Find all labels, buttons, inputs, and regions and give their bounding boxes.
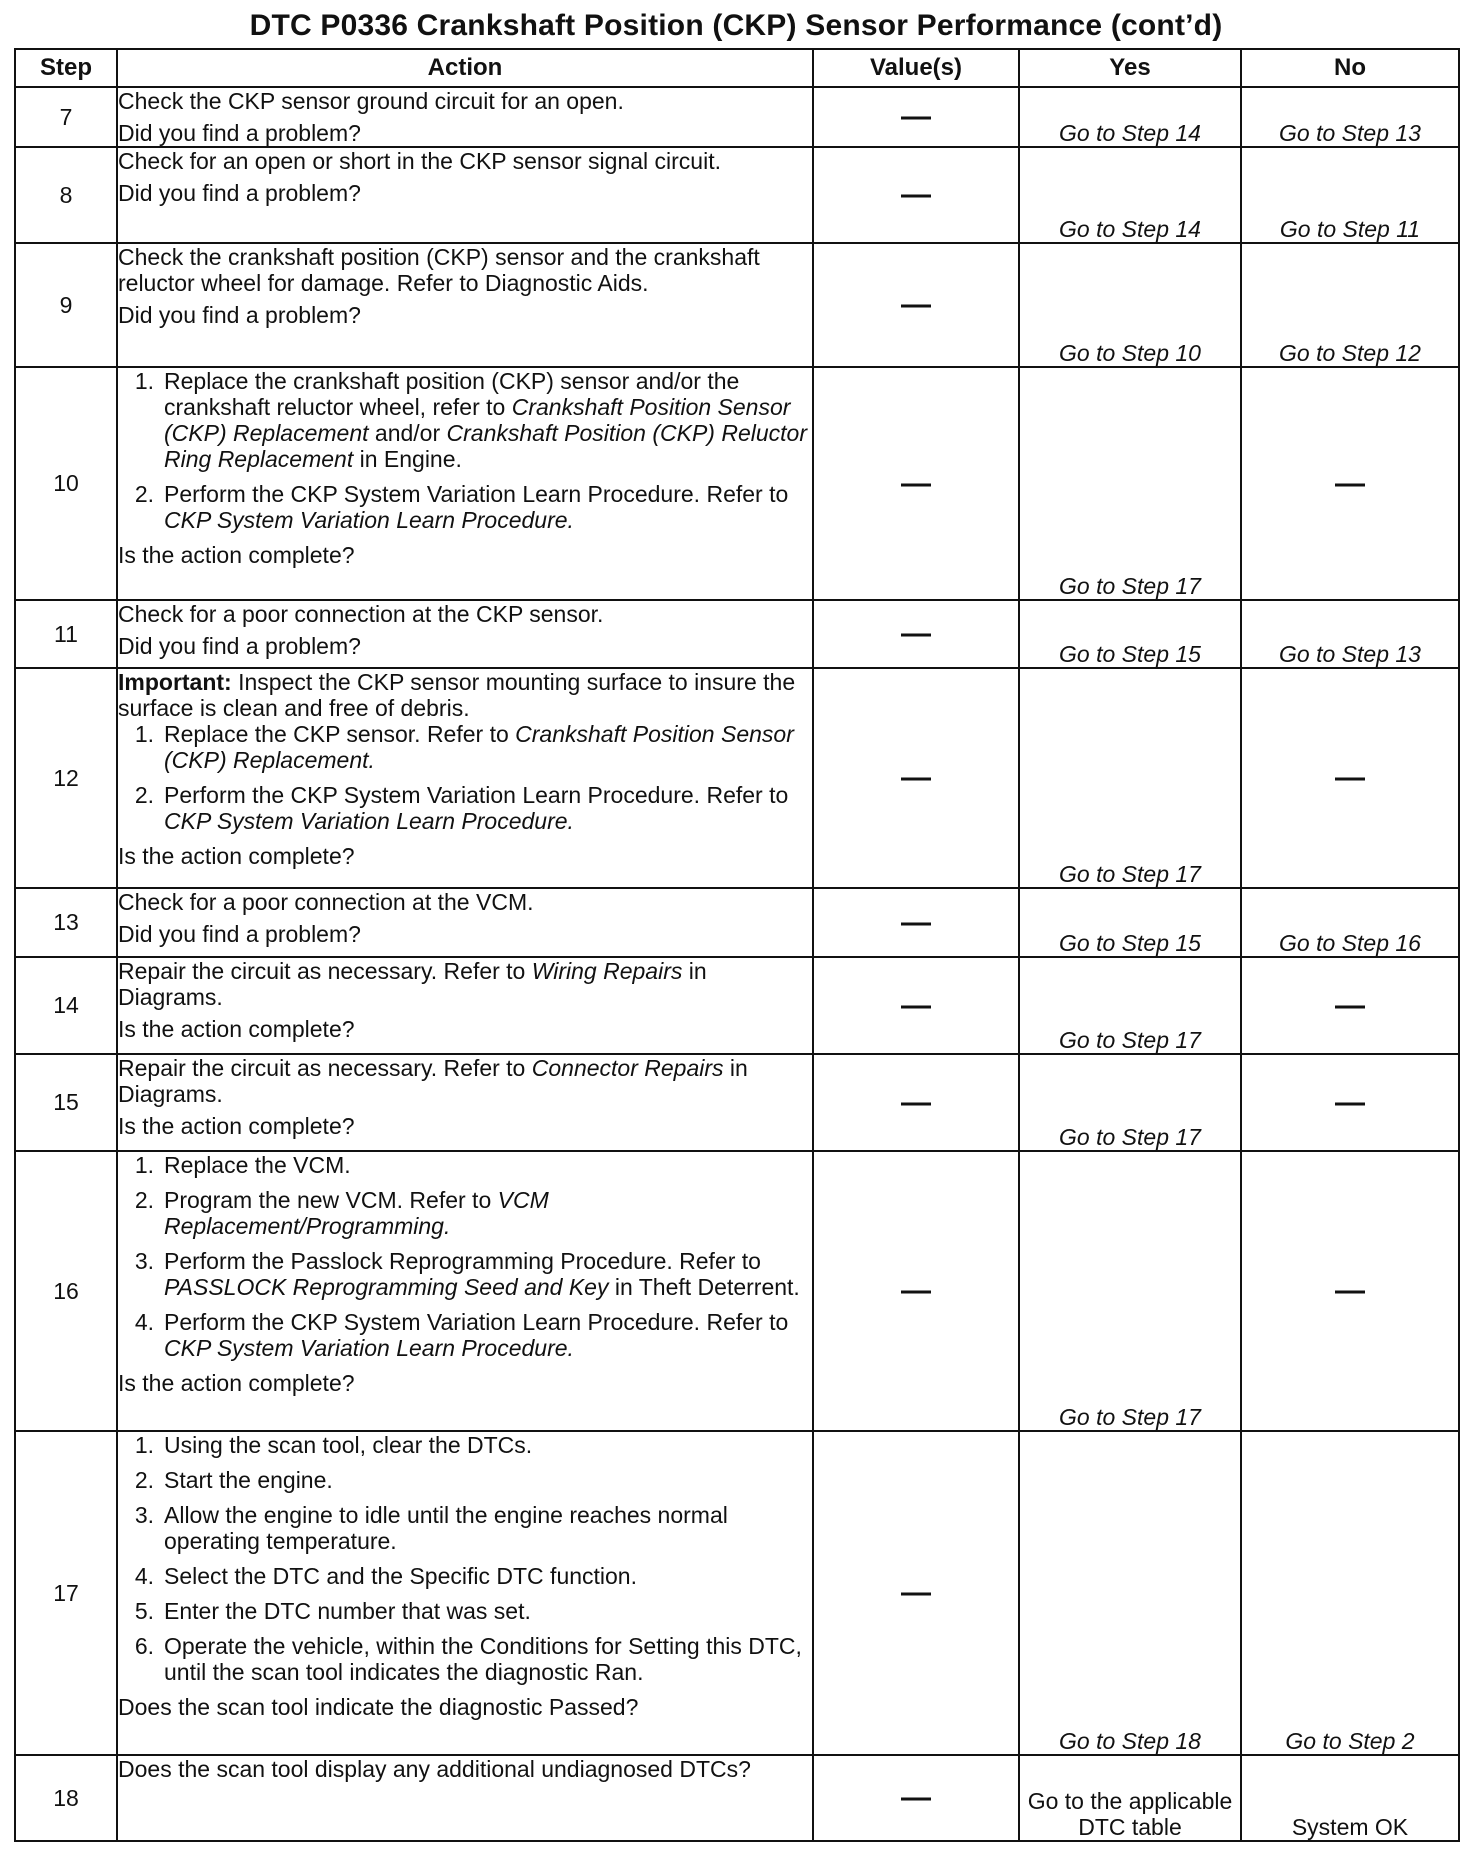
value-cell: — (813, 147, 1019, 243)
action-steps (118, 368, 812, 533)
no-cell: Go to Step 13 (1241, 87, 1459, 147)
step-number: 14 (15, 957, 117, 1054)
list-text: Perform the CKP System Variation Learn Procedure. Refer to CKP System Variation Learn Procedure. (164, 481, 789, 533)
list-number: 2. (134, 1187, 154, 1213)
no-cell: Go to Step 12 (1241, 243, 1459, 367)
step-number: 7 (15, 87, 117, 147)
list-text: Replace the CKP sensor. Refer to Crankshaft Position Sensor (CKP) Replacement. (164, 721, 794, 773)
header-action: Action (117, 49, 813, 87)
no-cell: — (1241, 1151, 1459, 1431)
table-row-step-8 (15, 147, 1459, 243)
header-no: No (1241, 49, 1459, 87)
action-cell (117, 1054, 813, 1151)
list-number: 2. (134, 782, 154, 808)
step-number: 18 (15, 1755, 117, 1841)
yes-cell: Go to Step 15 (1019, 600, 1241, 668)
header-yes: Yes (1019, 49, 1241, 87)
no-cell: Go to Step 16 (1241, 888, 1459, 957)
table-row-step-15 (15, 1054, 1459, 1151)
action-cell (117, 87, 813, 147)
list-text: Start the engine. (164, 1467, 333, 1493)
list-number: 6. (134, 1633, 154, 1659)
no-cell: Go to Step 2 (1241, 1431, 1459, 1755)
table-row-step-9 (15, 243, 1459, 367)
no-cell: Go to Step 13 (1241, 600, 1459, 668)
yes-cell: Go to Step 15 (1019, 888, 1241, 957)
yes-cell: Go to Step 17 (1019, 1054, 1241, 1151)
yes-cell: Go to Step 17 (1019, 1151, 1241, 1431)
list-number: 3. (134, 1248, 154, 1274)
step-number: 8 (15, 147, 117, 243)
action-cell (117, 1755, 813, 1841)
header-value: Value(s) (813, 49, 1019, 87)
value-cell: — (813, 87, 1019, 147)
action-question: Is the action complete? (118, 1370, 355, 1396)
step-number: 13 (15, 888, 117, 957)
list-item (118, 1187, 812, 1239)
action-text: Check for a poor connection at the CKP sensor. (118, 601, 604, 627)
action-text: Does the scan tool display any additional undiagnosed DTCs? (118, 1756, 751, 1782)
list-item (118, 721, 812, 773)
list-number: 1. (134, 368, 154, 394)
header-step: Step (15, 49, 117, 87)
action-question: Did you find a problem? (118, 633, 361, 659)
action-question: Did you find a problem? (118, 120, 361, 146)
value-cell: — (813, 888, 1019, 957)
action-cell (117, 888, 813, 957)
step-number: 9 (15, 243, 117, 367)
list-text: Operate the vehicle, within the Conditions for Setting this DTC, until the scan tool indicates the diagnostic Ran. (164, 1633, 802, 1685)
action-cell (117, 147, 813, 243)
action-cell (117, 600, 813, 668)
list-number: 4. (134, 1309, 154, 1335)
table-row-step-12 (15, 668, 1459, 888)
table-row-step-13 (15, 888, 1459, 957)
yes-cell: Go to Step 18 (1019, 1431, 1241, 1755)
action-cell (117, 668, 813, 888)
list-item (118, 1152, 812, 1178)
no-cell: Go to Step 11 (1241, 147, 1459, 243)
value-cell: — (813, 1151, 1019, 1431)
action-cell (117, 1431, 813, 1755)
list-item (118, 782, 812, 834)
list-text: Allow the engine to idle until the engine reaches normal operating temperature. (164, 1502, 728, 1554)
yes-cell: Go to Step 10 (1019, 243, 1241, 367)
action-text: Check the CKP sensor ground circuit for an open. (118, 88, 624, 114)
action-question: Did you find a problem? (118, 302, 361, 328)
list-item (118, 1248, 812, 1300)
step-number: 11 (15, 600, 117, 668)
step-number: 12 (15, 668, 117, 888)
value-cell: — (813, 367, 1019, 600)
yes-cell: Go to Step 17 (1019, 957, 1241, 1054)
action-question: Did you find a problem? (118, 180, 361, 206)
list-text: Replace the crankshaft position (CKP) sensor and/or the crankshaft reluctor wheel, refer to Crankshaft Position Sensor (CKP) Replacement and/or Crankshaft Position (CKP) Reluctor Ring Replacement in Engine. (164, 368, 807, 472)
list-item (118, 1432, 812, 1458)
list-number: 4. (134, 1563, 154, 1589)
diagnostic-table (14, 48, 1460, 1842)
no-cell: — (1241, 367, 1459, 600)
action-question: Is the action complete? (118, 843, 355, 869)
step-number: 16 (15, 1151, 117, 1431)
list-text: Program the new VCM. Refer to VCM Replacement/Programming. (164, 1187, 549, 1239)
step-number: 10 (15, 367, 117, 600)
list-text: Perform the CKP System Variation Learn Procedure. Refer to CKP System Variation Learn Procedure. (164, 1309, 789, 1361)
action-text: Repair the circuit as necessary. Refer to Wiring Repairs in Diagrams. (118, 958, 707, 1010)
value-cell: — (813, 1054, 1019, 1151)
no-cell: — (1241, 1054, 1459, 1151)
action-cell (117, 243, 813, 367)
list-number: 1. (134, 721, 154, 747)
action-text: Check for an open or short in the CKP sensor signal circuit. (118, 148, 721, 174)
table-row-step-18 (15, 1755, 1459, 1841)
value-cell: — (813, 600, 1019, 668)
table-row-step-11 (15, 600, 1459, 668)
list-text: Enter the DTC number that was set. (164, 1598, 531, 1624)
value-cell: — (813, 1755, 1019, 1841)
table-header-row (15, 49, 1459, 87)
list-number: 2. (134, 1467, 154, 1493)
action-steps (118, 721, 812, 834)
action-text: Repair the circuit as necessary. Refer to Connector Repairs in Diagrams. (118, 1055, 748, 1107)
list-item (118, 1467, 812, 1493)
important-note: Important: Inspect the CKP sensor mounting surface to insure the surface is clean and free of debris. (118, 669, 796, 721)
value-cell: — (813, 668, 1019, 888)
list-item (118, 1563, 812, 1589)
yes-cell: Go to the applicable DTC table (1019, 1755, 1241, 1841)
table-row-step-10 (15, 367, 1459, 600)
list-number: 1. (134, 1432, 154, 1458)
list-number: 2. (134, 481, 154, 507)
value-cell: — (813, 243, 1019, 367)
list-text: Perform the CKP System Variation Learn Procedure. Refer to CKP System Variation Learn Procedure. (164, 782, 789, 834)
action-question: Is the action complete? (118, 1113, 355, 1139)
value-cell: — (813, 957, 1019, 1054)
table-row-step-17 (15, 1431, 1459, 1755)
action-text: Check the crankshaft position (CKP) sensor and the crankshaft reluctor wheel for damage. Refer to Diagnostic Aids. (118, 244, 760, 296)
list-item (118, 1502, 812, 1554)
action-cell (117, 1151, 813, 1431)
action-text: Check for a poor connection at the VCM. (118, 889, 534, 915)
yes-cell: Go to Step 17 (1019, 367, 1241, 600)
no-cell: System OK (1241, 1755, 1459, 1841)
action-question: Did you find a problem? (118, 921, 361, 947)
action-steps (118, 1432, 812, 1685)
table-row-step-16 (15, 1151, 1459, 1431)
table-row-step-14 (15, 957, 1459, 1054)
list-text: Select the DTC and the Specific DTC function. (164, 1563, 637, 1589)
list-item (118, 1633, 812, 1685)
no-cell: — (1241, 957, 1459, 1054)
yes-cell: Go to Step 14 (1019, 87, 1241, 147)
list-item (118, 1309, 812, 1361)
yes-cell: Go to Step 14 (1019, 147, 1241, 243)
action-steps (118, 1152, 812, 1361)
value-cell: — (813, 1431, 1019, 1755)
list-number: 3. (134, 1502, 154, 1528)
yes-cell: Go to Step 17 (1019, 668, 1241, 888)
no-cell: — (1241, 668, 1459, 888)
list-text: Using the scan tool, clear the DTCs. (164, 1432, 533, 1458)
action-cell (117, 367, 813, 600)
list-text: Perform the Passlock Reprogramming Procedure. Refer to PASSLOCK Reprogramming Seed and Key in Theft Deterrent. (164, 1248, 800, 1300)
list-item (118, 368, 812, 472)
table-row-step-7 (15, 87, 1459, 147)
list-number: 1. (134, 1152, 154, 1178)
action-question: Does the scan tool indicate the diagnostic Passed? (118, 1694, 639, 1720)
action-question: Is the action complete? (118, 1016, 355, 1042)
action-question: Is the action complete? (118, 542, 355, 568)
list-item (118, 481, 812, 533)
step-number: 17 (15, 1431, 117, 1755)
page-title: DTC P0336 Crankshaft Position (CKP) Sensor Performance (cont’d) (249, 9, 1223, 42)
list-number: 5. (134, 1598, 154, 1624)
list-item (118, 1598, 812, 1624)
step-number: 15 (15, 1054, 117, 1151)
action-cell (117, 957, 813, 1054)
list-text: Replace the VCM. (164, 1152, 351, 1178)
